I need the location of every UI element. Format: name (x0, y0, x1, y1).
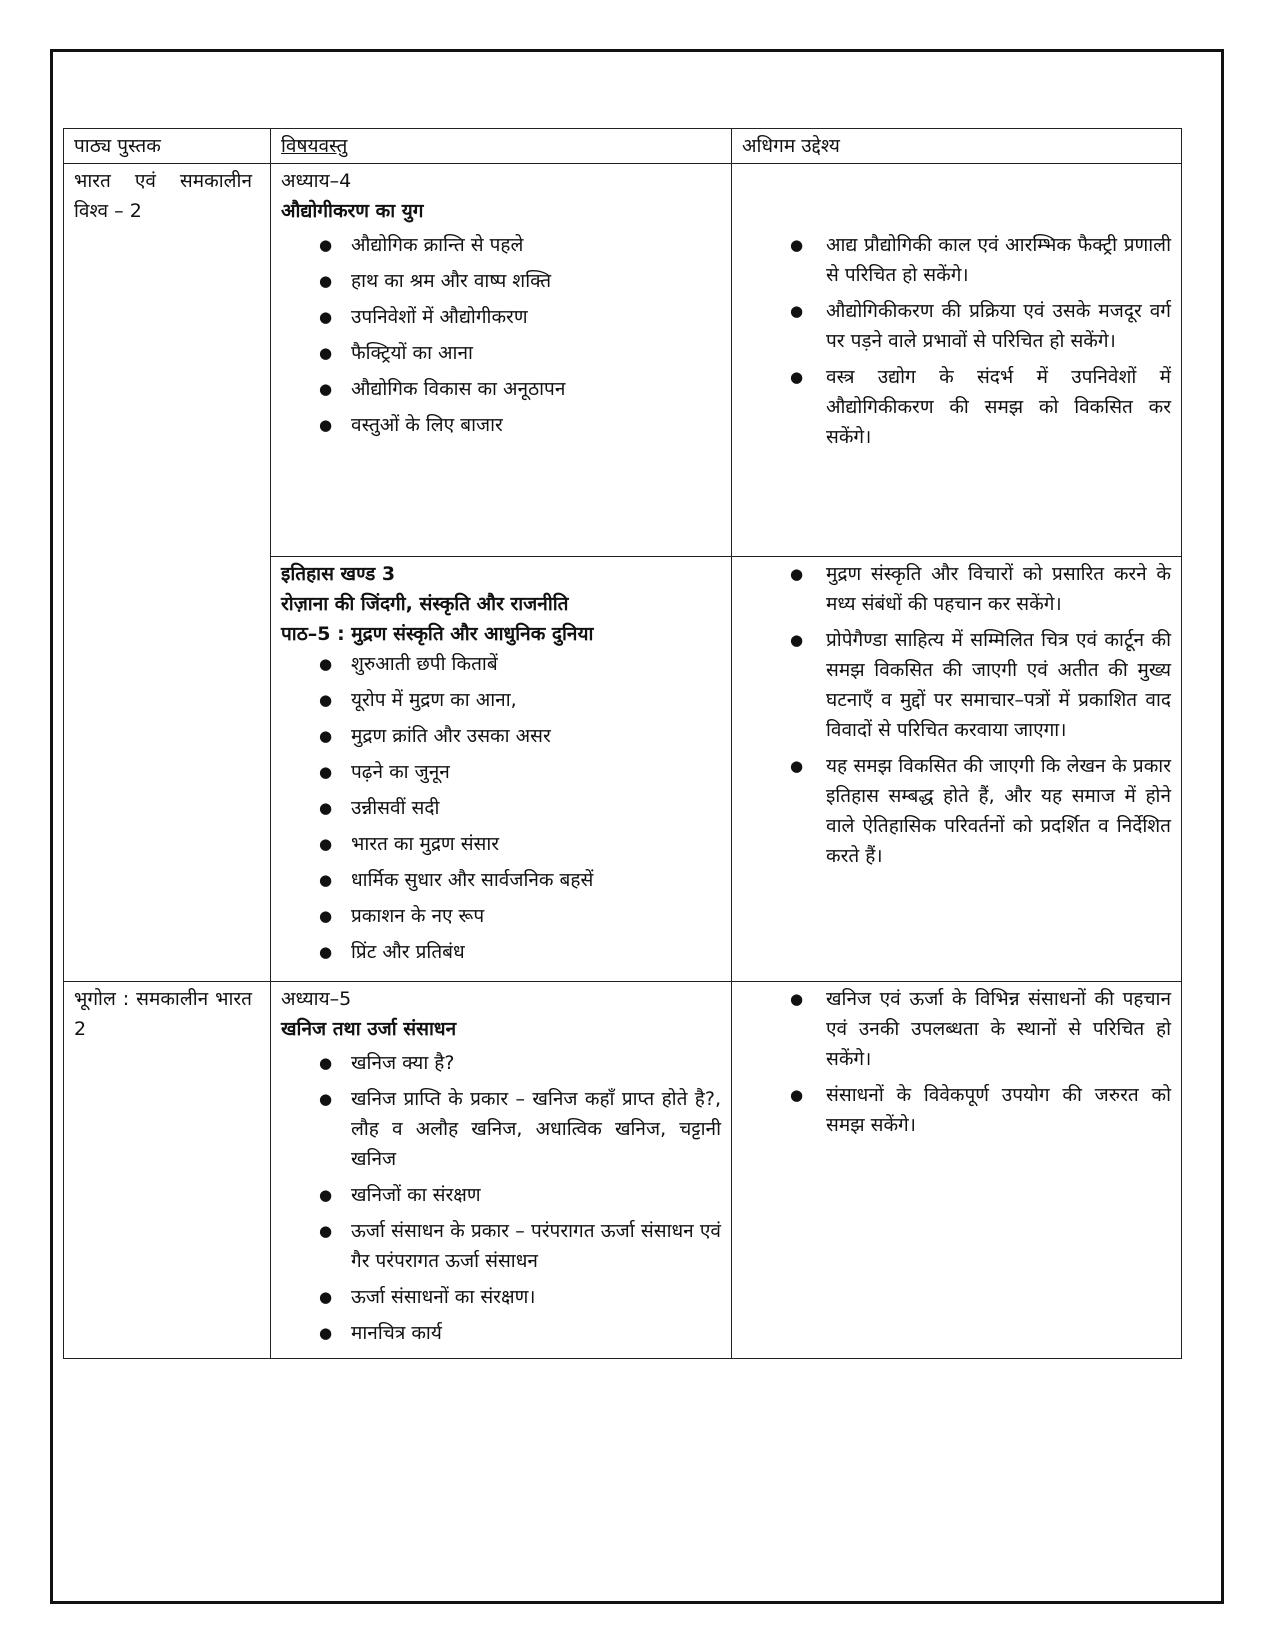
objectives-cell (732, 982, 1182, 1359)
header-textbook: पाठ्य पुस्तक (64, 129, 271, 164)
topic-list (281, 649, 721, 967)
list-item: ● मानचित्र कार्य (319, 1318, 721, 1348)
list-item: ● औद्योगिकीकरण की प्रक्रिया एवं उसके मजदूर वर्ग पर पड़ने वाले प्रभावों से परिचित हो सकेंगे। (790, 296, 1171, 356)
table-header-row (64, 129, 1182, 164)
list-item: ● धार्मिक सुधार और सार्वजनिक बहसें (319, 865, 721, 895)
objective-list (742, 984, 1171, 1140)
objective-list (742, 559, 1171, 871)
list-item: ● फैक्ट्रियों का आना (319, 338, 721, 368)
list-item: ● भारत का मुद्रण संसार (319, 829, 721, 859)
list-item: ● ऊर्जा संसाधन के प्रकार – परंपरागत ऊर्जा संसाधन एवं गैर परंपरागत ऊर्जा संसाधन (319, 1216, 721, 1276)
list-item: ● उन्नीसवीं सदी (319, 793, 721, 823)
section-title: रोज़ाना की जिंदगी, संस्कृति और राजनीति (281, 593, 569, 615)
list-item: ● प्रकाशन के नए रूप (319, 901, 721, 931)
list-item: ● खनिज क्या है? (319, 1048, 721, 1078)
list-item: ● यूरोप में मुद्रण का आना, (319, 685, 721, 715)
list-item: ● वस्त्र उद्योग के संदर्भ में उपनिवेशों में औद्योगिकीकरण की समझ को विकसित कर सकेंगे। (790, 362, 1171, 452)
list-item: ● शुरुआती छपी किताबें (319, 649, 721, 679)
chapter-label: अध्याय–5 (281, 988, 352, 1010)
content-cell (271, 557, 732, 982)
list-item: ● हाथ का श्रम और वाष्प शक्ति (319, 266, 721, 296)
chapter-label: अध्याय–4 (281, 170, 352, 192)
list-item: ● आद्य प्रौद्योगिकी काल एवं आरम्भिक फैक्ट्री प्रणाली से परिचित हो सकेंगे। (790, 230, 1171, 290)
section-label: इतिहास खण्ड 3 (281, 563, 396, 585)
list-item: ● औद्योगिक क्रान्ति से पहले (319, 230, 721, 260)
objective-list (742, 230, 1171, 452)
textbook-name: भारत एवं समकालीन विश्व – 2 (74, 170, 252, 222)
content-cell (271, 982, 732, 1359)
list-item: ● खनिजों का संरक्षण (319, 1180, 721, 1210)
textbook-name: भूगोल : समकालीन भारत 2 (74, 988, 252, 1040)
textbook-cell (64, 982, 271, 1359)
list-item: ● खनिज एवं ऊर्जा के विभिन्न संसाधनों की पहचान एवं उनकी उपलब्धता के स्थानों से परिचित हो सकेंगे। (790, 984, 1171, 1074)
topic-list (281, 1048, 721, 1348)
list-item: ● ऊर्जा संसाधनों का संरक्षण। (319, 1282, 721, 1312)
list-item: ● प्रोपेगैण्डा साहित्य में सम्मिलित चित्र एवं कार्टून की समझ विकसित की जाएगी एवं अतीत की मुख्य घटनाएँ व मुद्दों पर समाचार–पत्रों में प्रकाशित वाद विवादों से परिचित करवाया जाएगा। (790, 625, 1171, 745)
list-item: ● प्रिंट और प्रतिबंध (319, 937, 721, 967)
objectives-cell (732, 557, 1182, 982)
content-cell (271, 164, 732, 557)
header-content: विषयवस्तु (271, 129, 732, 164)
chapter-title: औद्योगीकरण का युग (281, 200, 424, 222)
list-item: ● औद्योगिक विकास का अनूठापन (319, 374, 721, 404)
table-row (64, 982, 1182, 1359)
syllabus-table (63, 128, 1182, 1359)
list-item: ● संसाधनों के विवेकपूर्ण उपयोग की जरुरत को समझ सकेंगे। (790, 1080, 1171, 1140)
textbook-cell (64, 164, 271, 982)
chapter-title: खनिज तथा उर्जा संसाधन (281, 1018, 457, 1040)
topic-list (281, 230, 721, 440)
list-item: ● मुद्रण संस्कृति और विचारों को प्रसारित करने के मध्य संबंधों की पहचान कर सकेंगे। (790, 559, 1171, 619)
header-objectives: अधिगम उद्देश्य (732, 129, 1182, 164)
lesson-title: पाठ–5 : मुद्रण संस्कृति और आधुनिक दुनिया (281, 623, 594, 645)
objectives-cell (732, 164, 1182, 557)
table-row (64, 164, 1182, 557)
list-item: ● मुद्रण क्रांति और उसका असर (319, 721, 721, 751)
list-item: ● खनिज प्राप्ति के प्रकार – खनिज कहाँ प्राप्त होते है?, लौह व अलौह खनिज, अधात्विक खनिज, चट्टानी खनिज (319, 1084, 721, 1174)
list-item: ● वस्तुओं के लिए बाजार (319, 410, 721, 440)
list-item: ● यह समझ विकसित की जाएगी कि लेखन के प्रकार इतिहास सम्बद्ध होते हैं, और यह समाज में होने वाले ऐतिहासिक परिवर्तनों को प्रदर्शित व निर्देशित करते हैं। (790, 751, 1171, 871)
list-item: ● उपनिवेशों में औद्योगीकरण (319, 302, 721, 332)
list-item: ● पढ़ने का जुनून (319, 757, 721, 787)
